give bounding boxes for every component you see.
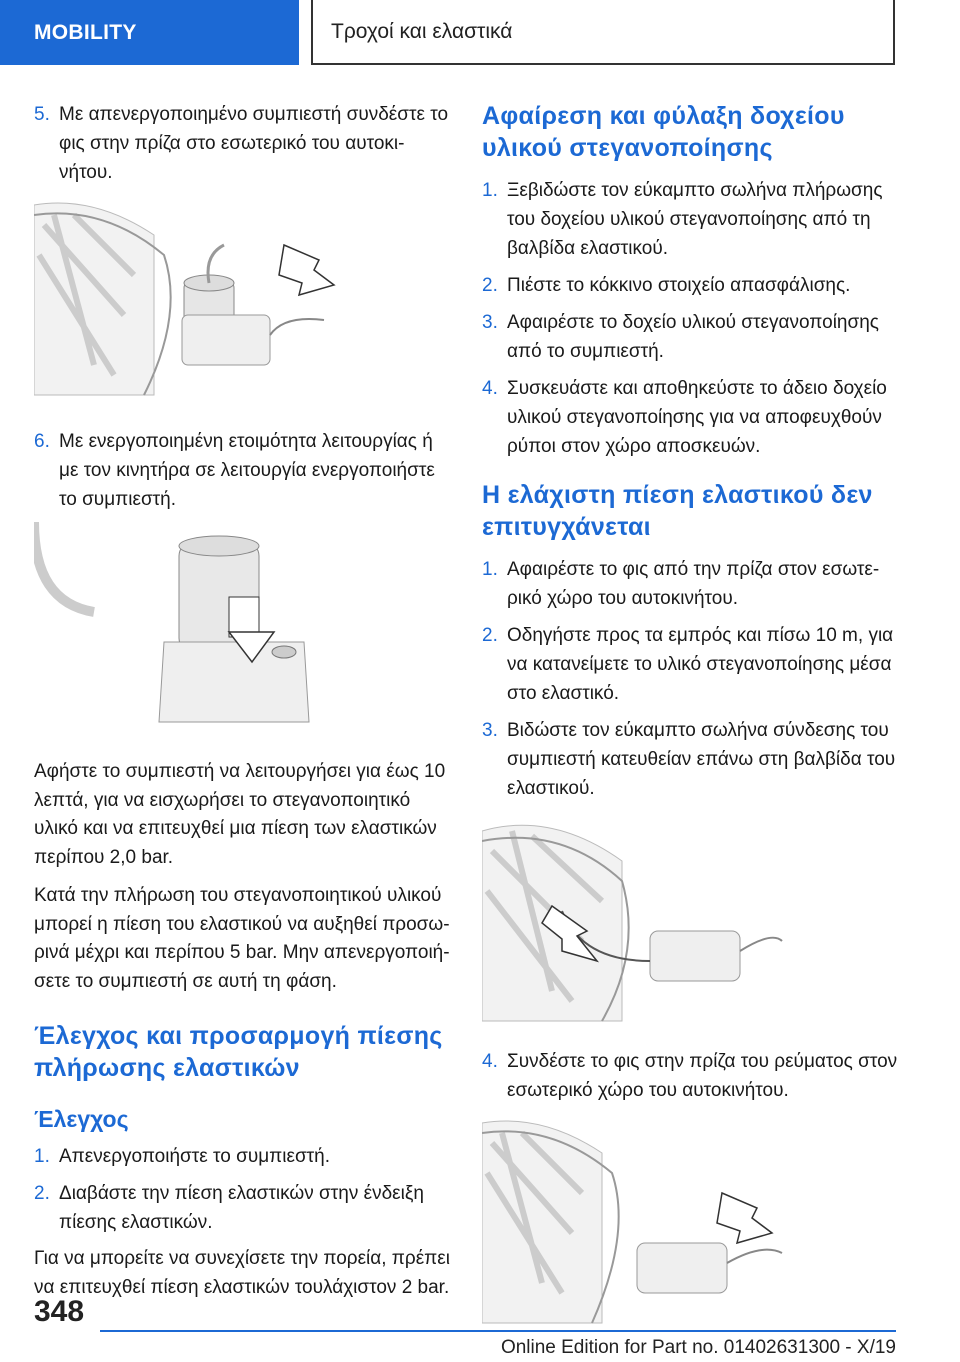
step-text: Αφαιρέστε το φις από την πρίζα στον εσωτερικό χώρο του αυτοκινήτου. [507,559,880,609]
step-number: 5. [34,104,50,125]
pressure-step-1 [482,555,898,613]
step-text: Με ενεργοποιημένη ετοιμότητα λειτουργίας ή με τον κινητήρα σε λειτουργία ενεργοποιήστε το συμπιεστή. [59,431,435,510]
footer-edition: Online Edition for Part no. 01402631300 - X/19 [500,1337,896,1358]
section-title-min-pressure: Η ελάχιστη πίεση ελαστικού δεν επιτυγχάνεται [482,481,873,541]
step-text: Απενεργοποιήστε το συμπιεστή. [59,1146,331,1167]
section-title-check-pressure: Έλεγχος και προσαρμογή πίεσης πλήρωσης ελαστικών [34,1022,443,1082]
header-section-tab [0,0,299,65]
figure-compressor-button [34,522,450,744]
step-number: 2. [34,1183,50,1204]
footer-divider [100,1330,896,1332]
plug-socket-illustration [482,1113,812,1331]
step-number: 1. [34,1146,50,1167]
step-number: 1. [482,180,498,201]
paragraph-compressor-duration: Αφήστε το συμπιεστή να λειτουργήσει για έως 10 λεπτά, για να εισχωρήσει το στεγανοποιητικό υλικό και να επιτευχθεί μια πίεση των ελαστικών περίπου 2,0 bar. [34,761,446,868]
step-text: Βιδώστε τον εύκαμπτο σωλήνα σύνδεσης του συμπιεστή κατευθείαν επάνω στη βαλβίδα του ελαστικού. [507,720,896,799]
right-column [482,100,898,1349]
hose-valve-illustration [482,811,812,1029]
compressor-button-illustration [34,522,364,740]
step-number: 6. [34,431,50,452]
step-text: Αφαιρέστε το δοχείο υλικού στεγανοποίησης από το συμπιεστή. [507,312,879,362]
header-section-label: MOBILITY [34,20,137,44]
step-number: 4. [482,378,498,399]
paragraph-pressure-warning: Κατά την πλήρωση του στεγανοποιητικού υλικού μπορεί η πίεση του ελαστικού να αυξηθεί προσωρινά μέχρι και περίπου 5 bar. Μην απενεργοποιήσετε το συμπιεστή σε αυτή τη φάση. [34,885,450,992]
step-text: Οδηγήστε προς τα εμπρός και πίσω 10 m, για να κατανείμετε το υλικό στεγανοποίησης μέσα στο ελαστικό. [507,625,894,704]
paragraph-min-pressure: Για να μπορείτε να συνεχίσετε την πορεία, πρέπει να επιτευχθεί πίεση ελαστικών τουλάχιστον 2 bar. [34,1248,450,1298]
removal-step-1 [482,176,898,263]
step-number: 2. [482,625,498,646]
removal-step-3 [482,308,898,366]
step-text: Ξεβιδώστε τον εύκαμπτο σωλήνα πλήρωσης του δοχείου υλικού στεγανοποίησης από τη βαλβίδα ελαστικού. [507,180,883,259]
step-6 [34,427,450,514]
check-step-1 [34,1142,450,1171]
section-title-remove-container: Αφαίρεση και φύλαξη δοχείου υλικού στεγανοποίησης [482,102,845,162]
step-text: Διαβάστε την πίεση ελαστικών στην ένδειξη πίεσης ελαστικών. [59,1183,424,1233]
page-number: 348 [34,1295,85,1328]
step-number: 3. [482,720,498,741]
step-4b [482,1047,898,1105]
step-number: 3. [482,312,498,333]
figure-plug-socket [482,1113,898,1335]
step-5 [34,100,450,187]
figure-compressor-wheel [34,195,450,413]
pressure-step-3 [482,716,898,803]
step-text: Πιέστε το κόκκινο στοιχείο απασφάλισης. [507,275,851,296]
step-number: 2. [482,275,498,296]
left-column [34,100,450,1312]
step-text: Συσκευάστε και αποθηκεύστε το άδειο δοχείο υλικού στεγανοποίησης για να αποφευχθούν ρύποι στον χώρο αποσκευών. [507,378,887,457]
step-text: Συνδέστε το φις στην πρίζα του ρεύματος στον εσωτερικό χώρο του αυτοκινήτου. [507,1051,898,1101]
step-number: 1. [482,559,498,580]
step-text: Με απενεργοποιημένο συμπιεστή συνδέστε το φις στην πρίζα στο εσωτερικό του αυτοκινήτου. [59,104,449,183]
header-chapter-label: Τροχοί και ελαστικά [331,19,513,43]
subsection-title-check: Έλεγχος [34,1106,129,1132]
pressure-step-2 [482,621,898,708]
check-step-2 [34,1179,450,1237]
figure-hose-valve [482,811,898,1033]
compressor-wheel-illustration [34,195,364,409]
removal-step-2 [482,271,898,300]
removal-step-4 [482,374,898,461]
header-chapter-title [311,0,895,65]
step-number: 4. [482,1051,498,1072]
